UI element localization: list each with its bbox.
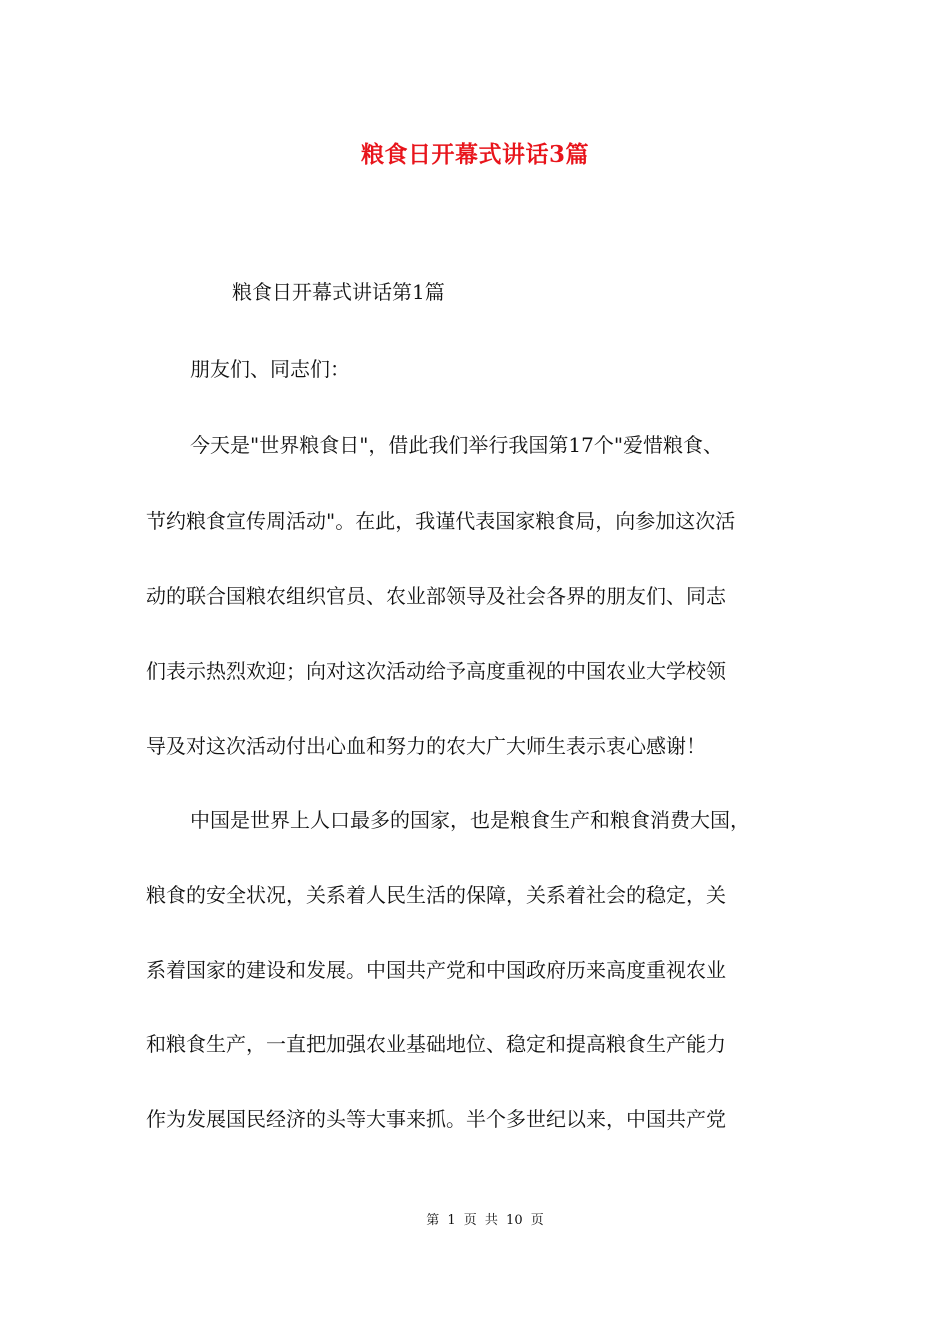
document-title: 粮食日开幕式讲话3篇 <box>360 141 589 168</box>
page-number-footer: 第 1 页 共 10 页 <box>426 1213 544 1228</box>
salutation: 朋友们、同志们： <box>190 357 350 381</box>
paragraph-line: 导及对这次活动付出心血和努力的农大广大师生表示衷心感谢！ <box>146 734 706 758</box>
paragraph-line: 中国是世界上人口最多的国家，也是粮食生产和粮食消费大国， <box>190 808 750 832</box>
paragraph-line: 系着国家的建设和发展。中国共产党和中国政府历来高度重视农业 <box>146 958 726 982</box>
paragraph-line: 粮食的安全状况，关系着人民生活的保障，关系着社会的稳定，关 <box>146 883 726 907</box>
paragraph-line: 们表示热烈欢迎；向对这次活动给予高度重视的中国农业大学校领 <box>146 659 726 683</box>
paragraph-line: 和粮食生产，一直把加强农业基础地位、稳定和提高粮食生产能力 <box>146 1032 726 1056</box>
paragraph-line: 动的联合国粮农组织官员、农业部领导及社会各界的朋友们、同志 <box>146 584 726 608</box>
section-heading: 粮食日开幕式讲话第1篇 <box>232 280 445 304</box>
paragraph-line: 今天是"世界粮食日"，借此我们举行我国第17个"爱惜粮食、 <box>190 433 724 457</box>
paragraph-line: 节约粮食宣传周活动"。在此，我谨代表国家粮食局，向参加这次活 <box>146 509 736 533</box>
paragraph-line: 作为发展国民经济的头等大事来抓。半个多世纪以来，中国共产党 <box>146 1107 726 1131</box>
